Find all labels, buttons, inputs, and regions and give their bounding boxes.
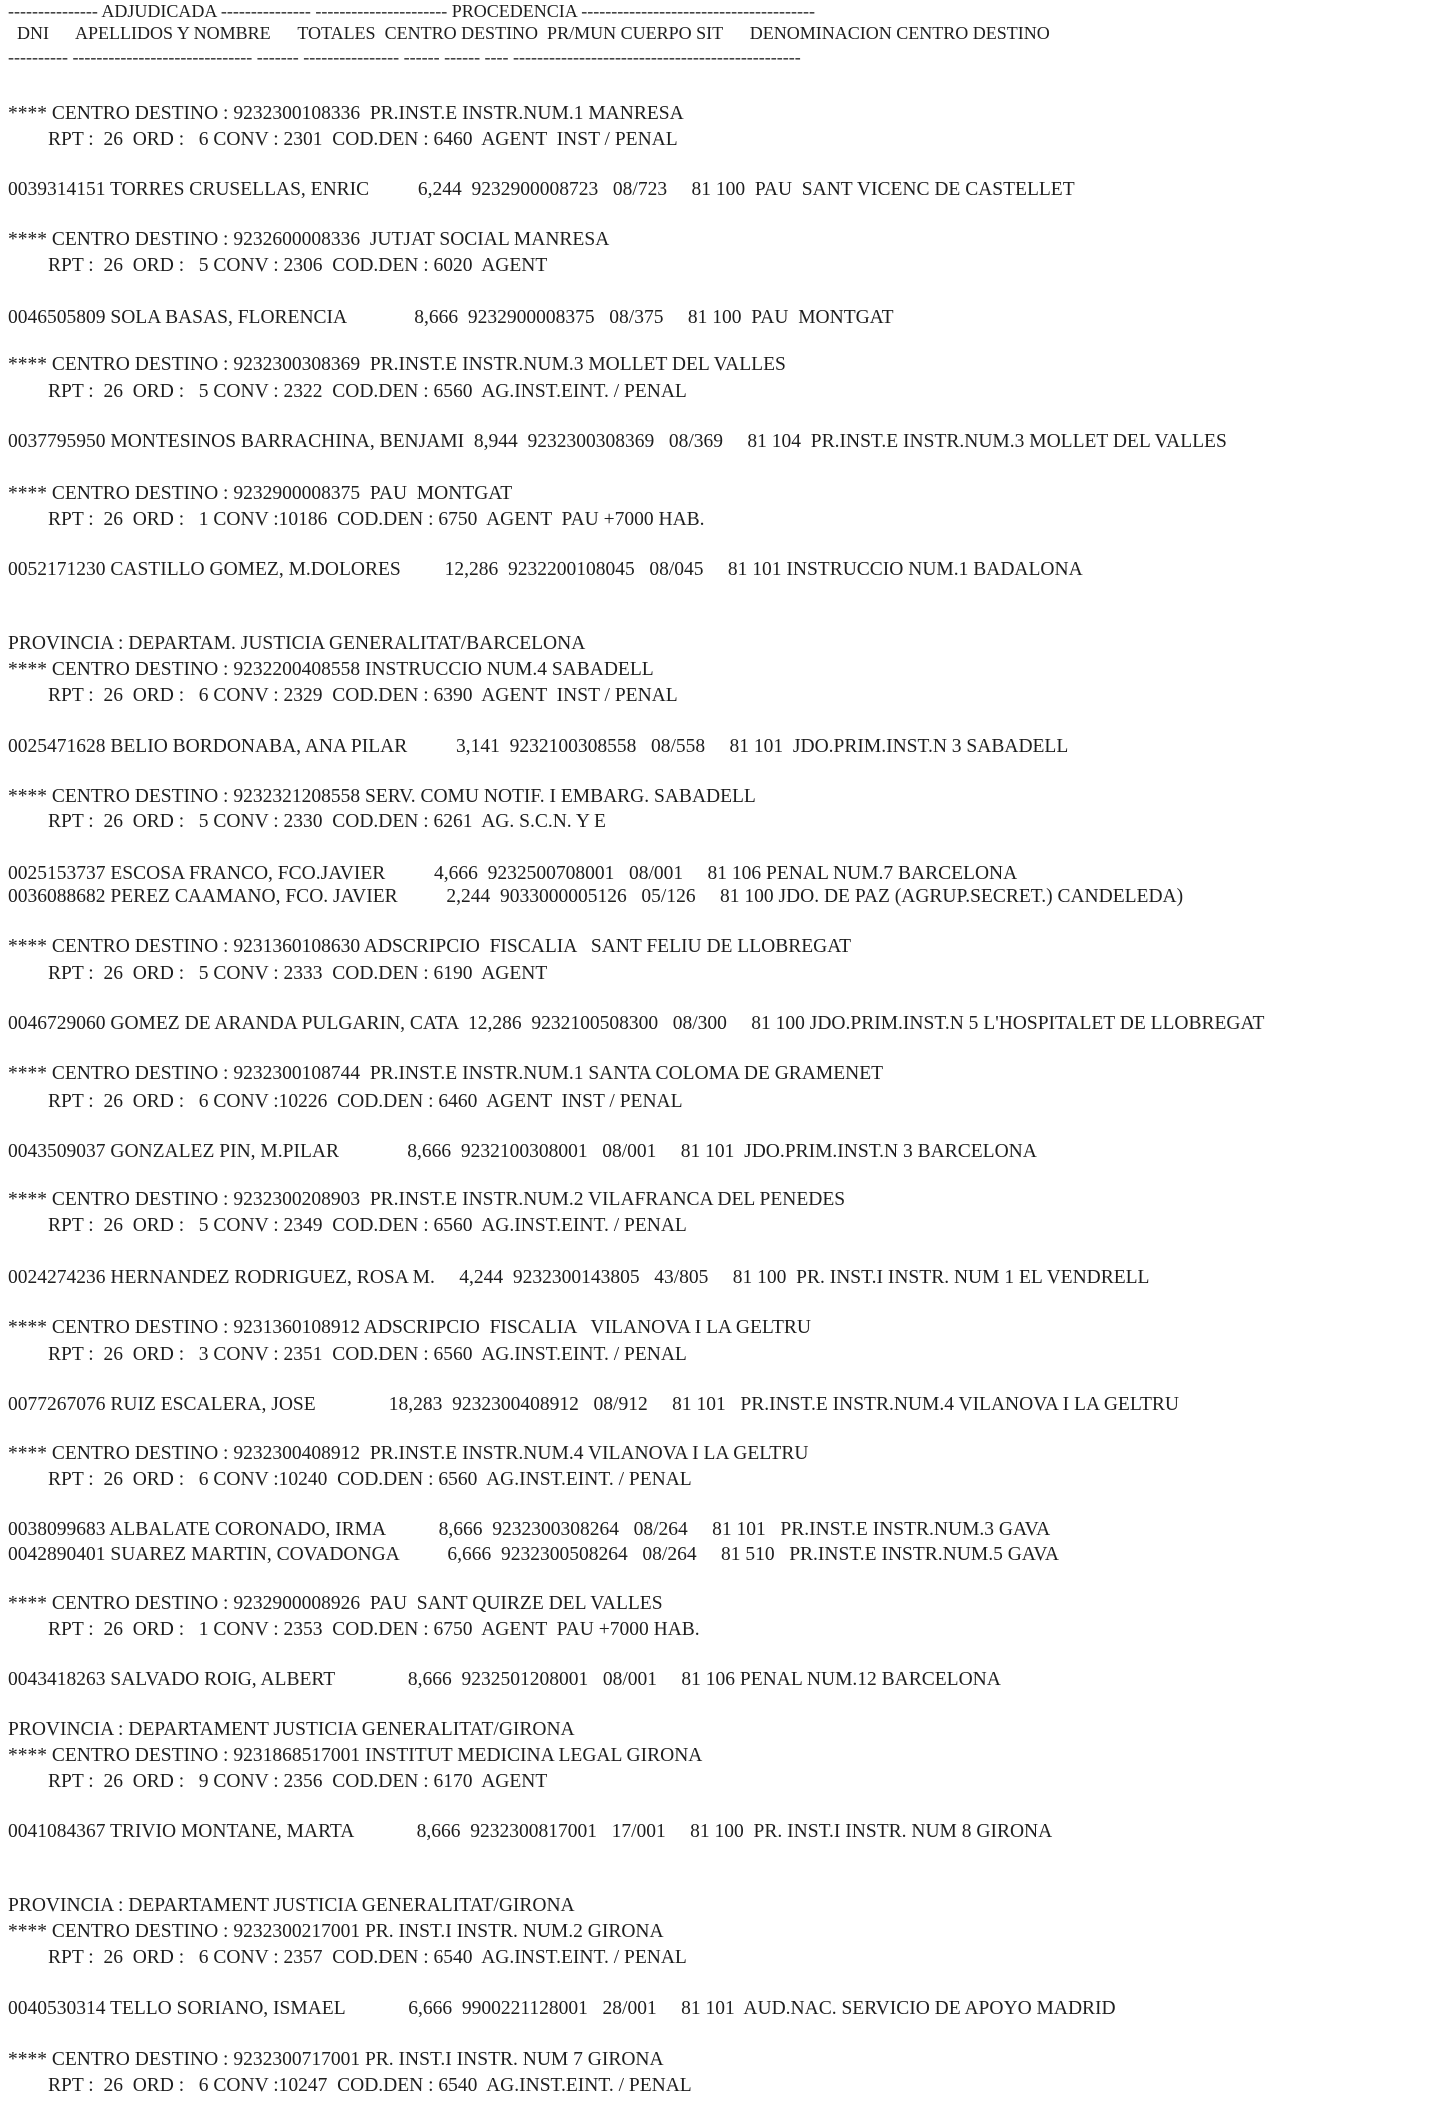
center-destino-line: **** CENTRO DESTINO : 9232300108336 PR.INST.E INSTR.NUM.1 MANRESA xyxy=(8,103,684,124)
center-destino-line: **** CENTRO DESTINO : 9232300108744 PR.INST.E INSTR.NUM.1 SANTA COLOMA DE GRAMENET xyxy=(8,1063,884,1084)
rpt-line: RPT : 26 ORD : 5 CONV : 2349 COD.DEN : 6560 AG.INST.EINT. / PENAL xyxy=(48,1215,687,1236)
person-row: 0042890401 SUAREZ MARTIN, COVADONGA 6,666 9232300508264 08/264 81 510 PR.INST.E INSTR.NUM.5 GAVA xyxy=(8,1544,1059,1565)
rpt-line: RPT : 26 ORD : 1 CONV :10186 COD.DEN : 6750 AGENT PAU +7000 HAB. xyxy=(48,509,705,530)
rpt-line: RPT : 26 ORD : 5 CONV : 2322 COD.DEN : 6560 AG.INST.EINT. / PENAL xyxy=(48,381,687,402)
person-row: 0025471628 BELIO BORDONABA, ANA PILAR 3,141 9232100308558 08/558 81 101 JDO.PRIM.INST.N 3 SABADELL xyxy=(8,736,1069,757)
center-destino-line: **** CENTRO DESTINO : 9232200408558 INSTRUCCIO NUM.4 SABADELL xyxy=(8,659,654,680)
person-row: 0037795950 MONTESINOS BARRACHINA, BENJAMI 8,944 9232300308369 08/369 81 104 PR.INST.E INSTR.NUM.3 MOLLET DEL VALLES xyxy=(8,431,1227,452)
person-row: 0038099683 ALBALATE CORONADO, IRMA 8,666 9232300308264 08/264 81 101 PR.INST.E INSTR.NUM.3 GAVA xyxy=(8,1519,1051,1540)
person-row: 0046729060 GOMEZ DE ARANDA PULGARIN, CATA 12,286 9232100508300 08/300 81 100 JDO.PRIM.INST.N 5 L'HOSPITALET DE LLOBREGAT xyxy=(8,1013,1265,1034)
rpt-line: RPT : 26 ORD : 5 CONV : 2330 COD.DEN : 6261 AG. S.C.N. Y E xyxy=(48,811,606,832)
person-row: 0043509037 GONZALEZ PIN, M.PILAR 8,666 9232100308001 08/001 81 101 JDO.PRIM.INST.N 3 BARCELONA xyxy=(8,1141,1037,1162)
header-columns-line: DNI APELLIDOS Y NOMBRE TOTALES CENTRO DESTINO PR/MUN CUERPO SIT DENOMINACION CENTRO DESTINO xyxy=(8,23,1050,43)
center-destino-line: **** CENTRO DESTINO : 9231868517001 INSTITUT MEDICINA LEGAL GIRONA xyxy=(8,1745,703,1766)
center-destino-line: **** CENTRO DESTINO : 9232900008375 PAU MONTGAT xyxy=(8,483,513,504)
center-destino-line: **** CENTRO DESTINO : 9232900008926 PAU SANT QUIRZE DEL VALLES xyxy=(8,1593,663,1614)
center-destino-line: **** CENTRO DESTINO : 9231360108630 ADSCRIPCIO FISCALIA SANT FELIU DE LLOBREGAT xyxy=(8,936,852,957)
person-row: 0039314151 TORRES CRUSELLAS, ENRIC 6,244 9232900008723 08/723 81 100 PAU SANT VICENC DE CASTELLET xyxy=(8,179,1075,200)
person-row: 0077267076 RUIZ ESCALERA, JOSE 18,283 9232300408912 08/912 81 101 PR.INST.E INSTR.NUM.4 VILANOVA I LA GELTRU xyxy=(8,1394,1179,1415)
person-row: 0040530314 TELLO SORIANO, ISMAEL 6,666 9900221128001 28/001 81 101 AUD.NAC. SERVICIO DE APOYO MADRID xyxy=(8,1998,1116,2019)
header-separator-line: ---------- ------------------------------ ------- ---------------- ------ ------ ---- ------------------------------------------------ xyxy=(8,47,801,67)
center-destino-line: **** CENTRO DESTINO : 9232300717001 PR. INST.I INSTR. NUM 7 GIRONA xyxy=(8,2049,664,2070)
rpt-line: RPT : 26 ORD : 6 CONV : 2329 COD.DEN : 6390 AGENT INST / PENAL xyxy=(48,685,678,706)
provincia-line: PROVINCIA : DEPARTAMENT JUSTICIA GENERALITAT/GIRONA xyxy=(8,1719,575,1740)
center-destino-line: **** CENTRO DESTINO : 9232300308369 PR.INST.E INSTR.NUM.3 MOLLET DEL VALLES xyxy=(8,354,786,375)
center-destino-line: **** CENTRO DESTINO : 9232300408912 PR.INST.E INSTR.NUM.4 VILANOVA I LA GELTRU xyxy=(8,1443,809,1464)
rpt-line: RPT : 26 ORD : 5 CONV : 2333 COD.DEN : 6190 AGENT xyxy=(48,963,548,984)
center-destino-line: **** CENTRO DESTINO : 9232300217001 PR. INST.I INSTR. NUM.2 GIRONA xyxy=(8,1921,664,1942)
person-row: 0046505809 SOLA BASAS, FLORENCIA 8,666 9232900008375 08/375 81 100 PAU MONTGAT xyxy=(8,307,894,328)
header-dashes-line: --------------- ADJUDICADA --------------- ---------------------- PROCEDENCIA --------------------------------------- xyxy=(8,1,815,21)
center-destino-line: **** CENTRO DESTINO : 9231360108912 ADSCRIPCIO FISCALIA VILANOVA I LA GELTRU xyxy=(8,1317,811,1338)
center-destino-line: **** CENTRO DESTINO : 9232321208558 SERV. COMU NOTIF. I EMBARG. SABADELL xyxy=(8,786,756,807)
rpt-line: RPT : 26 ORD : 1 CONV : 2353 COD.DEN : 6750 AGENT PAU +7000 HAB. xyxy=(48,1619,700,1640)
rpt-line: RPT : 26 ORD : 6 CONV :10226 COD.DEN : 6460 AGENT INST / PENAL xyxy=(48,1091,683,1112)
rpt-line: RPT : 26 ORD : 3 CONV : 2351 COD.DEN : 6560 AG.INST.EINT. / PENAL xyxy=(48,1344,687,1365)
rpt-line: RPT : 26 ORD : 5 CONV : 2306 COD.DEN : 6020 AGENT xyxy=(48,255,548,276)
rpt-line: RPT : 26 ORD : 6 CONV : 2357 COD.DEN : 6540 AG.INST.EINT. / PENAL xyxy=(48,1947,687,1968)
provincia-line: PROVINCIA : DEPARTAMENT JUSTICIA GENERALITAT/GIRONA xyxy=(8,1895,575,1916)
person-row: 0024274236 HERNANDEZ RODRIGUEZ, ROSA M. 4,244 9232300143805 43/805 81 100 PR. INST.I INSTR. NUM 1 EL VENDRELL xyxy=(8,1267,1150,1288)
rpt-line: RPT : 26 ORD : 6 CONV : 2301 COD.DEN : 6460 AGENT INST / PENAL xyxy=(48,129,678,150)
person-row: 0025153737 ESCOSA FRANCO, FCO.JAVIER 4,666 9232500708001 08/001 81 106 PENAL NUM.7 BARCELONA xyxy=(8,863,1018,884)
person-row: 0043418263 SALVADO ROIG, ALBERT 8,666 9232501208001 08/001 81 106 PENAL NUM.12 BARCELONA xyxy=(8,1669,1001,1690)
person-row: 0041084367 TRIVIO MONTANE, MARTA 8,666 9232300817001 17/001 81 100 PR. INST.I INSTR. NUM 8 GIRONA xyxy=(8,1821,1053,1842)
person-row: 0052171230 CASTILLO GOMEZ, M.DOLORES 12,286 9232200108045 08/045 81 101 INSTRUCCIO NUM.1 BADALONA xyxy=(8,559,1083,580)
rpt-line: RPT : 26 ORD : 6 CONV :10240 COD.DEN : 6560 AG.INST.EINT. / PENAL xyxy=(48,1469,692,1490)
center-destino-line: **** CENTRO DESTINO : 9232600008336 JUTJAT SOCIAL MANRESA xyxy=(8,229,610,250)
rpt-line: RPT : 26 ORD : 9 CONV : 2356 COD.DEN : 6170 AGENT xyxy=(48,1771,548,1792)
center-destino-line: **** CENTRO DESTINO : 9232300208903 PR.INST.E INSTR.NUM.2 VILAFRANCA DEL PENEDES xyxy=(8,1189,846,1210)
person-row: 0036088682 PEREZ CAAMANO, FCO. JAVIER 2,244 9033000005126 05/126 81 100 JDO. DE PAZ (AGRUP.SECRET.) CANDELEDA) xyxy=(8,886,1184,907)
provincia-line: PROVINCIA : DEPARTAM. JUSTICIA GENERALITAT/BARCELONA xyxy=(8,633,586,654)
rpt-line: RPT : 26 ORD : 6 CONV :10247 COD.DEN : 6540 AG.INST.EINT. / PENAL xyxy=(48,2075,692,2096)
